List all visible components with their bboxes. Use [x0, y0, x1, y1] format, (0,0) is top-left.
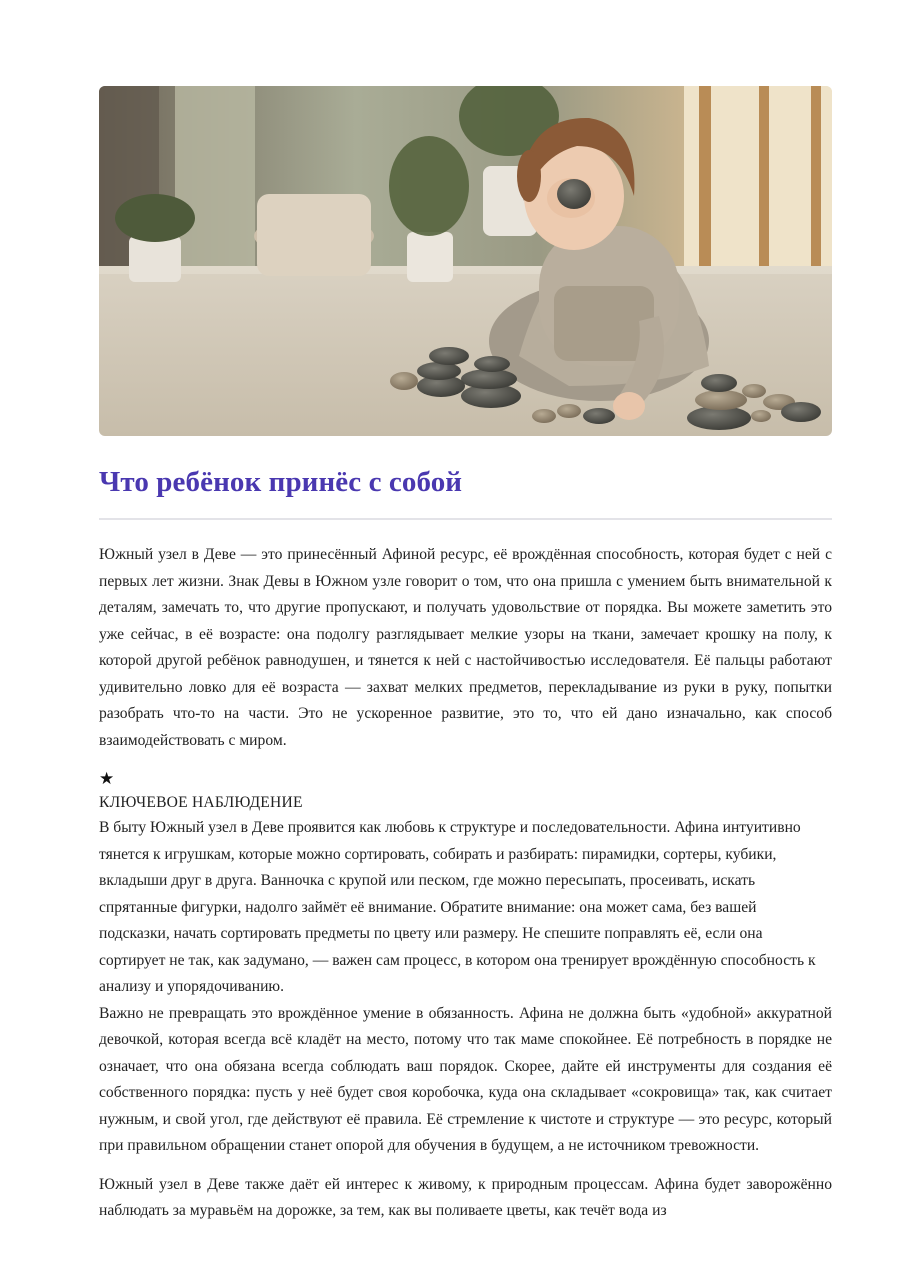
- body-paragraph-continued: Южный узел в Деве также даёт ей интерес к живому, к природным процессам. Афина будет заворожённо наблюдать за муравьём на дорожке, за тем, как вы поливаете цветы, как течёт вода из: [99, 1175, 832, 1219]
- key-observation-text: В быту Южный узел в Деве проявится как любовь к структуре и последовательности. Афина интуитивно тянется к игрушкам, которые можно сортировать, собирать и разбирать: пирамидки, сортеры, кубики, вкладыши друг в друга. Ванночка с крупой или песком, где можно пересыпать, просеивать, искать спрятанные фигурки, надолго займёт её внимание. Обратите внимание: она может сама, без вашей подсказки, начать сортировать предметы по цвету или размеру. Не спешите поправлять её, если она сортирует не так, как задумано, — важен сам процесс, в котором она тренирует врождённую способность к анализу и упорядочиванию.: [99, 819, 816, 995]
- body-paragraph: Важно не превращать это врождённое умение в обязанность. Афина не должна быть «удобной» аккуратной девочкой, которая всегда всё кладёт на место, потому что так маме спокойнее. Её потребность в порядке не означает, что она обязана всегда соблюдать ваш порядок. Скорее, дайте ей инструменты для создания её собственного порядка: пусть у неё будет своя коробочка, куда она складывает «сокровища» так, как считает нужным, и свой угол, где действуют её правила. Её стремление к чистоте и структуре — это ресурс, который при правильном обращении станет опорой для обучения в будущем, а не источником тревожности.: [99, 1004, 832, 1154]
- star-icon: ★: [99, 769, 115, 788]
- section-title: Что ребёнок принёс с собой: [99, 466, 463, 498]
- title-divider: [99, 518, 832, 520]
- hero-photo: [99, 86, 832, 436]
- key-observation-label: КЛЮЧЕВОЕ НАБЛЮДЕНИЕ: [99, 794, 303, 811]
- intro-paragraph: Южный узел в Деве — это принесённый Афиной ресурс, её врождённая способность, которая будет с ней с первых лет жизни. Знак Девы в Южном узле говорит о том, что она пришла с умением быть внимательной к деталям, замечать то, что другие пропускают, и получать удовольствие от порядка. Вы можете заметить это уже сейчас, в её возрасте: она подолгу разглядывает мелкие узоры на ткани, замечает крошку на полу, к которой другой ребёнок равнодушен, и тянется к ней с настойчивостью исследователя. Её пальцы работают удивительно ловко для её возраста — захват мелких предметов, перекладывание из руки в руку, попытки разобрать что-то на части. Это не ускоренное развитие, это то, что ей дано изначально, как способ взаимодействовать с миром.: [99, 546, 832, 749]
- article: [99, 86, 832, 1225]
